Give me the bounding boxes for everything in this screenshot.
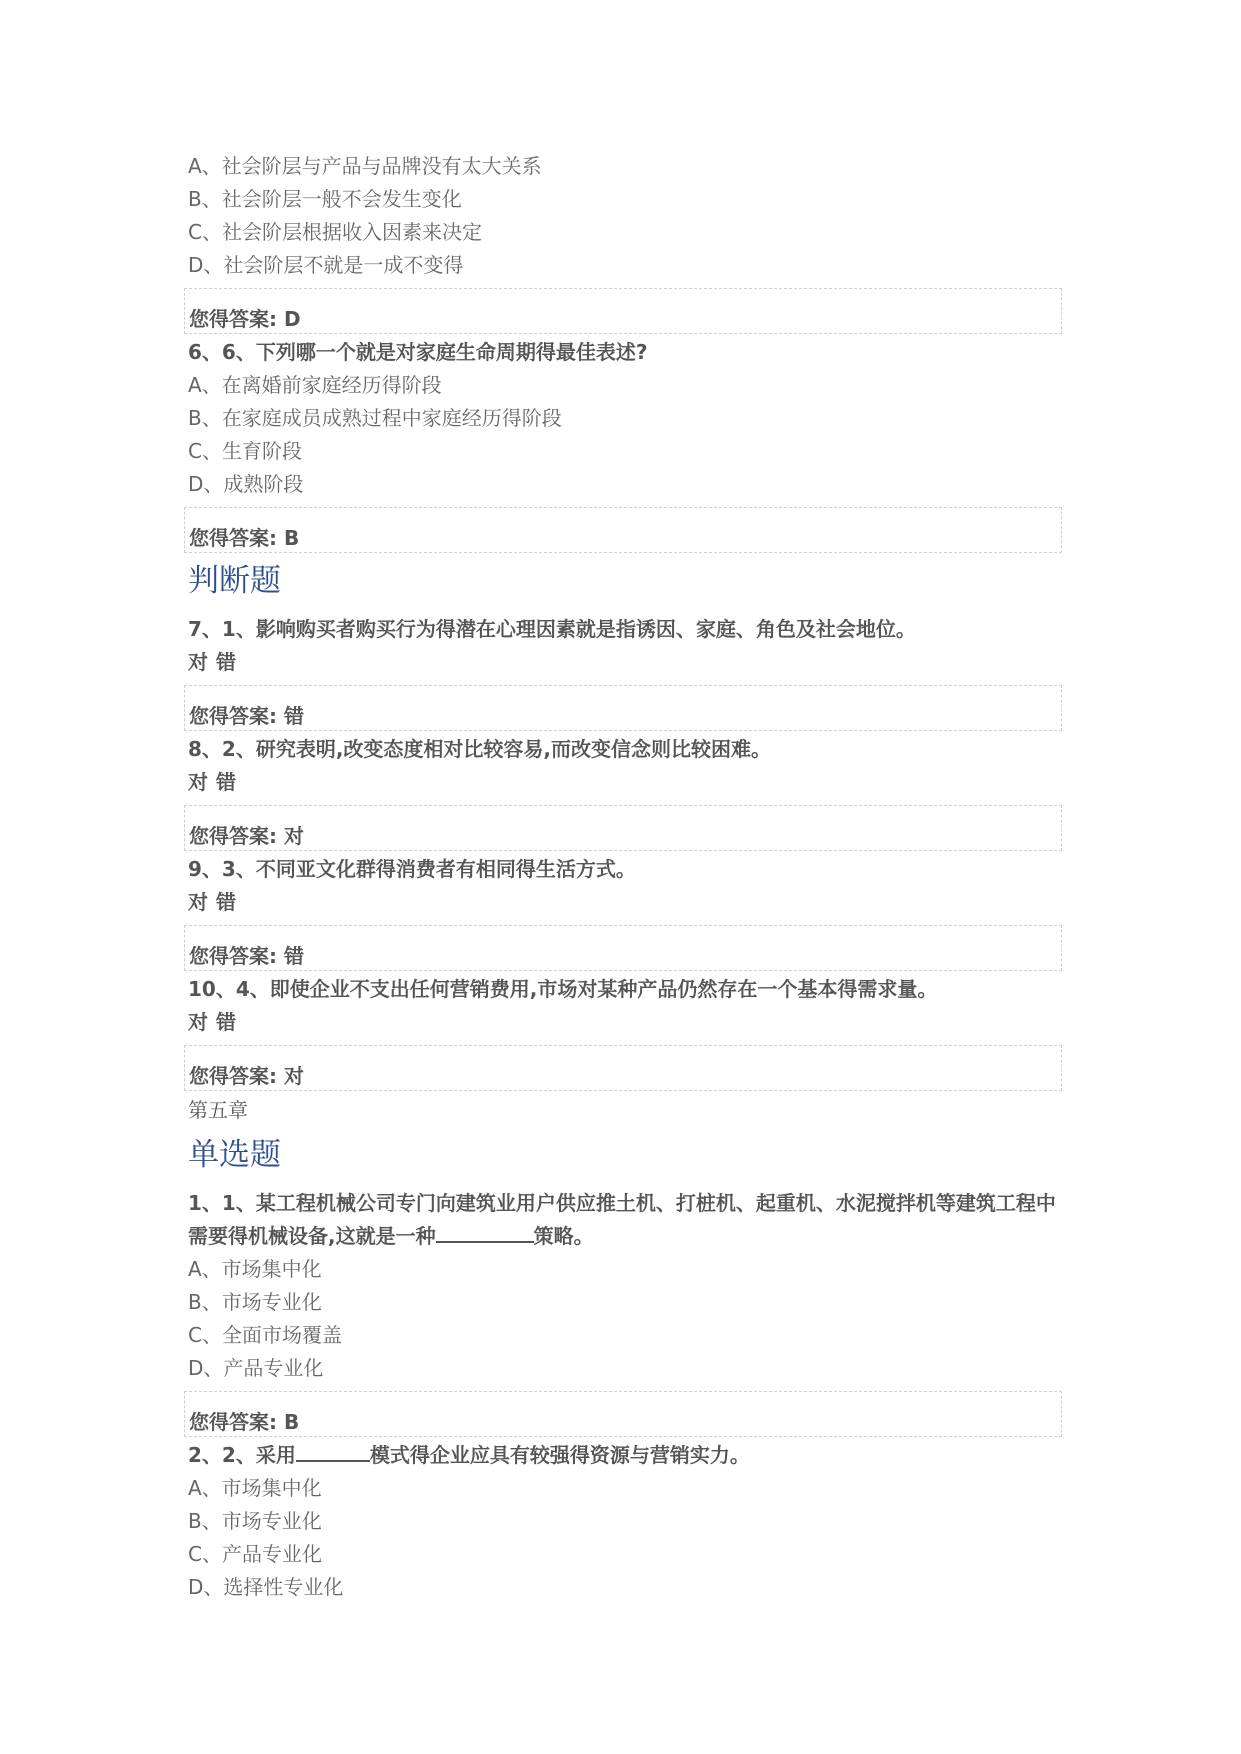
c5-q2-option-b: B、市场专业化	[188, 1509, 322, 1533]
q10-question: 10、4、即使企业不支出任何营销费用,市场对某种产品仍然存在一个基本得需求量。	[188, 977, 938, 1001]
q8-choices	[188, 766, 1058, 799]
c5-q2-option-d: D、选择性专业化	[188, 1575, 344, 1599]
c5-q1-question	[188, 1187, 1058, 1253]
c5-q2-option-c: C、产品专业化	[188, 1542, 322, 1566]
q10-answer: 您得答案: 对	[189, 1064, 304, 1088]
question-8-block	[188, 733, 1058, 851]
q8-answer-box	[184, 805, 1062, 851]
question-7-block	[188, 613, 1058, 731]
q8-choice-false: 错	[216, 770, 236, 794]
q6-option-a: A、在离婚前家庭经历得阶段	[188, 373, 442, 397]
section-heading-single-choice: 单选题	[188, 1137, 281, 1173]
question-6-block	[188, 336, 1058, 553]
q7-question: 7、1、影响购买者购买行为得潜在心理因素就是指诱因、家庭、角色及社会地位。	[188, 617, 916, 641]
q7-answer: 您得答案: 错	[189, 704, 304, 728]
q10-choices	[188, 1006, 1058, 1039]
q7-choices	[188, 646, 1058, 679]
c5-q1-option-d: D、产品专业化	[188, 1356, 324, 1380]
c5-q1-blank	[436, 1221, 534, 1243]
q7-choice-true: 对	[188, 650, 208, 674]
q6-option-b: B、在家庭成员成熟过程中家庭经历得阶段	[188, 406, 562, 430]
q8-answer: 您得答案: 对	[189, 824, 304, 848]
question-5-block	[188, 150, 1058, 334]
c5-q2-blank	[296, 1440, 370, 1462]
q10-choice-false: 错	[216, 1010, 236, 1034]
c5-q1-option-b: B、市场专业化	[188, 1290, 322, 1314]
chapter-heading: 第五章	[188, 1098, 248, 1122]
q9-answer-box	[184, 925, 1062, 971]
question-9-block	[188, 853, 1058, 971]
c5-q1-option-a: A、市场集中化	[188, 1257, 322, 1281]
document-page	[188, 150, 1058, 1604]
q5-option-c: C、社会阶层根据收入因素来决定	[188, 220, 482, 244]
q9-answer: 您得答案: 错	[189, 944, 304, 968]
c5-q2-question	[188, 1439, 1058, 1472]
q9-choices	[188, 886, 1058, 919]
c5-q1-answer: 您得答案: B	[189, 1410, 300, 1434]
question-10-block	[188, 973, 1058, 1091]
q5-answer: 您得答案: D	[189, 307, 301, 331]
q7-choice-false: 错	[216, 650, 236, 674]
q8-question: 8、2、研究表明,改变态度相对比较容易,而改变信念则比较困难。	[188, 737, 772, 761]
q7-answer-box	[184, 685, 1062, 731]
c5-q1-question-text: 1、1、某工程机械公司专门向建筑业用户供应推土机、打桩机、起重机、水泥搅拌机等建筑工程中需要得机械设备,这就是一种	[188, 1191, 1056, 1248]
q8-choice-true: 对	[188, 770, 208, 794]
c5-q2-question-suffix: 模式得企业应具有较强得资源与营销实力。	[369, 1443, 750, 1467]
q5-option-b: B、社会阶层一般不会发生变化	[188, 187, 462, 211]
c5-question-1-block	[188, 1187, 1058, 1437]
q5-option-d: D、社会阶层不就是一成不变得	[188, 253, 464, 277]
q6-question: 6、6、下列哪一个就是对家庭生命周期得最佳表述?	[188, 340, 648, 364]
c5-q1-question-suffix: 策略。	[533, 1224, 594, 1248]
q9-choice-true: 对	[188, 890, 208, 914]
q10-choice-true: 对	[188, 1010, 208, 1034]
c5-q2-question-prefix: 2、2、采用	[188, 1443, 296, 1467]
q6-answer-box	[184, 507, 1062, 553]
c5-q1-option-c: C、全面市场覆盖	[188, 1323, 342, 1347]
q6-option-d: D、成熟阶段	[188, 472, 304, 496]
q10-answer-box	[184, 1045, 1062, 1091]
q6-answer: 您得答案: B	[189, 526, 300, 550]
q5-option-a: A、社会阶层与产品与品牌没有太大关系	[188, 154, 542, 178]
c5-question-2-block	[188, 1439, 1058, 1604]
q9-choice-false: 错	[216, 890, 236, 914]
section-heading-true-false: 判断题	[188, 563, 281, 599]
c5-q1-answer-box	[184, 1391, 1062, 1437]
q5-answer-box	[184, 288, 1062, 334]
q6-option-c: C、生育阶段	[188, 439, 302, 463]
c5-q2-option-a: A、市场集中化	[188, 1476, 322, 1500]
q9-question: 9、3、不同亚文化群得消费者有相同得生活方式。	[188, 857, 636, 881]
